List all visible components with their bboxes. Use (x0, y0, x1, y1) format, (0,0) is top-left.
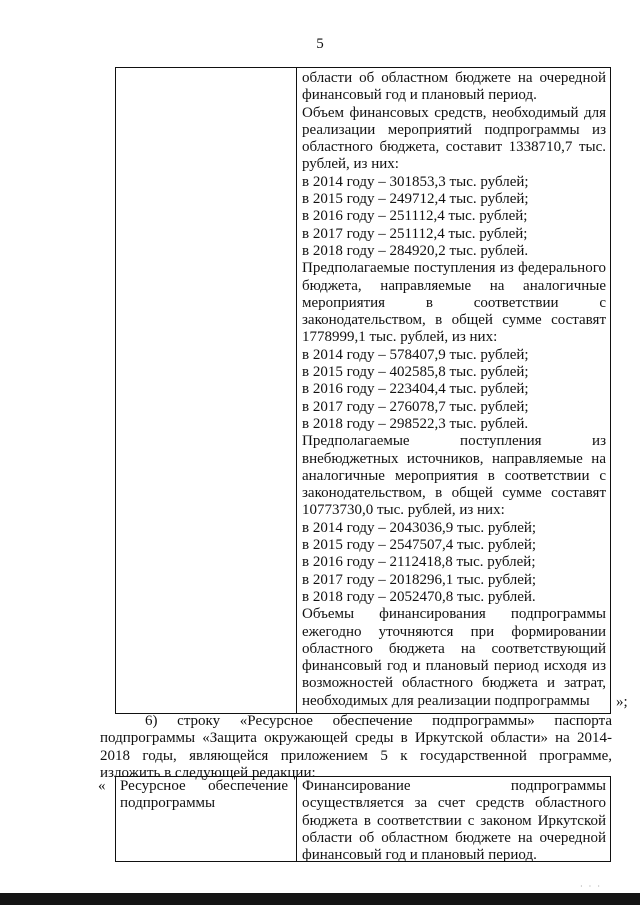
scan-artifact: · · · (580, 882, 602, 891)
federal-budget-text: Предполагаемые поступления из федерального бюджета, направляемые на аналогичные мероприятия в соответствии с законодательством, в общей сумме составят 1778999,1 тыс. рублей, из них: (302, 260, 606, 346)
amendment-paragraph: 6) строку «Ресурсное обеспечение подпрограммы» паспорта подпрограммы «Защита окружающей среды в Иркутской области» на 2014-2018 годы, являющейся приложением 5 к государственной программе, изложить в следующей редакции: (100, 713, 612, 781)
column-divider (296, 777, 297, 861)
intro-text: области об областном бюджете на очередной финансовый год и плановый период. (302, 70, 606, 104)
regional-year-line: в 2016 году – 251112,4 тыс. рублей; (302, 208, 528, 225)
opening-quote-mark: « (98, 778, 106, 794)
regional-year-line: в 2018 году – 284920,2 тыс. рублей. (302, 242, 529, 259)
closing-text: Объемы финансирования подпрограммы ежегодно уточняются при формировании областного бюджета на соответствующий финансовый год и плановый период исходя из возможностей областного бюджета и затрат, необходимых для реализации подпрограммы (302, 606, 606, 709)
page-number: 5 (316, 36, 324, 52)
resource-cell-right: Финансирование подпрограммы осуществляется за счет средств областного бюджета в соответствии с законом Иркутской области об областном бюджете на очередной финансовый год и плановый период. (302, 778, 606, 864)
regional-year-line: в 2017 году – 251112,4 тыс. рублей; (302, 225, 528, 242)
resource-cell-left: Ресурсное обеспечение подпрограммы (120, 778, 288, 812)
extrabudget-year-line: в 2018 году – 2052470,8 тыс. рублей. (302, 588, 536, 605)
regional-budget-text: Объем финансовых средств, необходимый для реализации мероприятий подпрограммы из областного бюджета, составит 1338710,7 тыс. рублей, из них: (302, 104, 606, 173)
column-divider (296, 68, 297, 713)
federal-year-line: в 2016 году – 223404,4 тыс. рублей; (302, 381, 529, 398)
federal-year-line: в 2015 году – 402585,8 тыс. рублей; (302, 364, 529, 381)
resource-table-new (115, 776, 611, 862)
scan-edge (0, 893, 640, 905)
resource-cell-right (302, 70, 606, 710)
extrabudget-year-line: в 2017 году – 2018296,1 тыс. рублей; (302, 571, 537, 588)
extrabudget-year-line: в 2016 году – 2112418,8 тыс. рублей; (302, 554, 536, 571)
extrabudget-year-line: в 2015 году – 2547507,4 тыс. рублей; (302, 537, 537, 554)
closing-quote-mark: »; (616, 694, 628, 710)
extrabudget-year-line: в 2014 году – 2043036,9 тыс. рублей; (302, 519, 537, 536)
regional-year-line: в 2015 году – 249712,4 тыс. рублей; (302, 191, 529, 208)
federal-year-line: в 2014 году – 578407,9 тыс. рублей; (302, 346, 529, 363)
extrabudget-text: Предполагаемые поступления из внебюджетных источников, направляемые на аналогичные мероприятия в соответствии с законодательством, в общей сумме составят 10773730,0 тыс. рублей, из них: (302, 433, 606, 519)
federal-year-line: в 2018 году – 298522,3 тыс. рублей. (302, 415, 529, 432)
resource-table-continued (115, 67, 611, 714)
regional-year-line: в 2014 году – 301853,3 тыс. рублей; (302, 173, 529, 190)
federal-year-line: в 2017 году – 276078,7 тыс. рублей; (302, 398, 529, 415)
